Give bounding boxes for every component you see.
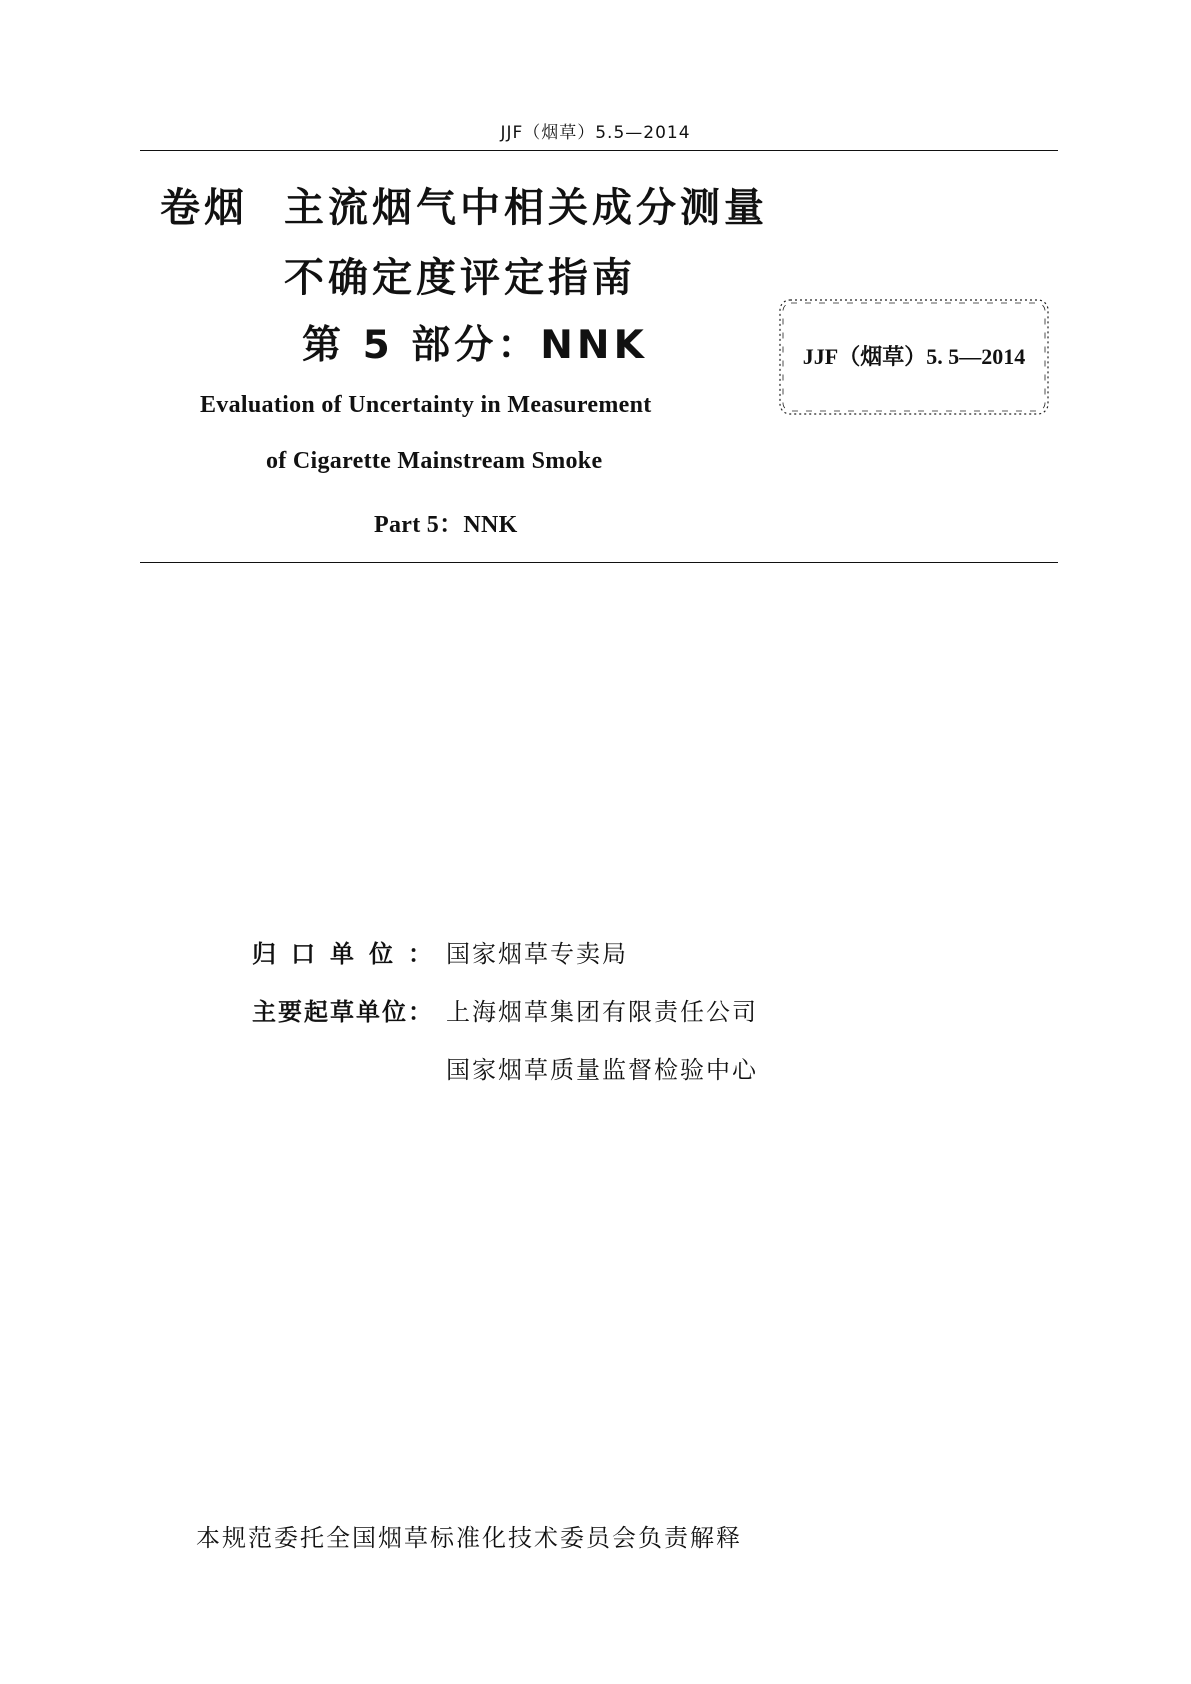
interpretation-note: 本规范委托全国烟草标准化技术委员会负责解释 xyxy=(196,1524,742,1552)
title-en-line1: Evaluation of Uncertainty in Measurement xyxy=(200,392,652,418)
title-cn-line3: 第 5 部分：NNK xyxy=(302,323,648,368)
responsible-unit-label: 归口单位： xyxy=(252,940,447,968)
drafting-unit-value-2: 国家烟草质量监督检验中心 xyxy=(446,1056,758,1084)
header-standard-code: JJF（烟草）5.5—2014 xyxy=(500,123,691,143)
standard-code-box-text: JJF（烟草）5. 5—2014 xyxy=(802,344,1026,369)
title-cn-line2: 不确定度评定指南 xyxy=(284,255,636,301)
responsible-unit-value: 国家烟草专卖局 xyxy=(446,940,628,968)
title-cn-line1: 主流烟气中相关成分测量 xyxy=(284,185,768,231)
title-en-line3: Part 5：NNK xyxy=(374,512,518,538)
title-cn-line1-prefix: 卷烟 xyxy=(160,185,248,231)
title-bottom-rule xyxy=(140,562,1058,563)
drafting-unit-label: 主要起草单位： xyxy=(252,998,434,1026)
drafting-unit-value-1: 上海烟草集团有限责任公司 xyxy=(446,998,758,1026)
header-rule xyxy=(140,150,1058,151)
standard-code-box xyxy=(776,296,1052,418)
title-en-line2: of Cigarette Mainstream Smoke xyxy=(266,448,603,474)
